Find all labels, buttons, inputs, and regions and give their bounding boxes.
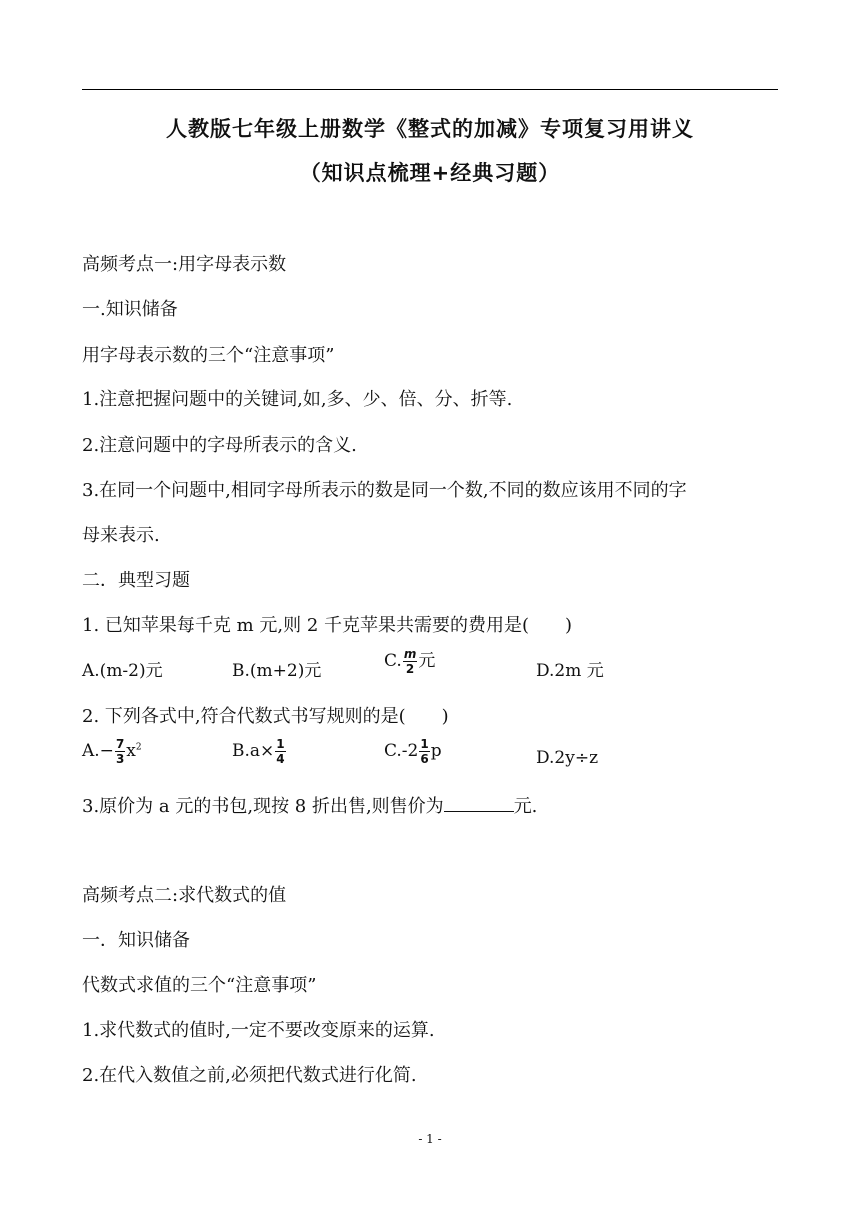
document-title: 人教版七年级上册数学《整式的加减》专项复习用讲义 (166, 117, 694, 141)
section1-point-3-cont: 母来表示. (82, 525, 160, 546)
question-1-option-c (384, 646, 435, 675)
fraction-denominator: 4 (276, 752, 285, 766)
option-a-variable: x (126, 741, 136, 761)
section2-heading: 高频考点二:求代数式的值 (82, 885, 287, 906)
fraction-numerator: m (403, 647, 417, 661)
question-2-option-c (384, 738, 442, 765)
page-number: - 1 - (418, 1132, 442, 1146)
question-1-option-d: D.2m 元 (536, 661, 604, 681)
section2-knowledge-heading: 一．知识储备 (82, 930, 190, 951)
question-2-option-b (232, 738, 287, 765)
fraction-numerator: 1 (420, 737, 429, 751)
option-a-exponent: 2 (135, 742, 142, 753)
option-c-suffix: 元 (418, 651, 436, 671)
question-3-suffix: 元. (513, 796, 538, 817)
question-3 (82, 792, 537, 818)
section1-intro: 用字母表示数的三个“注意事项” (82, 345, 335, 366)
option-c-prefix: C.-2 (384, 741, 419, 761)
fraction-denominator: 6 (420, 752, 429, 766)
header-rule (82, 89, 778, 90)
section2-point-2: 2.在代入数值之前,必须把代数式进行化简. (82, 1065, 417, 1086)
question-1-stem: 1. 已知苹果每千克 m 元,则 2 千克苹果共需要的费用是( ) (82, 615, 573, 636)
question-1-option-b: B.(m+2)元 (232, 661, 322, 681)
fraction-1-over-4 (275, 738, 285, 765)
question-3-prefix: 3.原价为 a 元的书包,现按 8 折出售,则售价为 (82, 796, 444, 817)
fraction-numerator: 1 (276, 737, 285, 751)
question-2-option-a (82, 738, 142, 765)
fraction-m-over-2 (403, 648, 418, 675)
question-2-option-d: D.2y÷z (536, 748, 599, 768)
section1-exercises-heading: 二．典型习题 (82, 570, 190, 591)
fraction-denominator: 3 (115, 752, 125, 766)
section1-point-1: 1.注意把握问题中的关键词,如,多、少、倍、分、折等. (82, 389, 513, 410)
section1-point-3: 3.在同一个问题中,相同字母所表示的数是同一个数,不同的数应该用不同的字 (82, 480, 687, 501)
fraction-7-over-3 (115, 738, 125, 765)
section1-point-2: 2.注意问题中的字母所表示的含义. (82, 435, 357, 456)
fraction-denominator: 2 (405, 662, 415, 676)
document-subtitle: （知识点梳理+经典习题） (299, 161, 561, 185)
answer-blank (444, 797, 514, 812)
option-c-prefix: C. (384, 651, 402, 671)
question-2-stem: 2. 下列各式中,符合代数式书写规则的是( ) (82, 706, 449, 727)
option-b-prefix: B.a× (232, 741, 275, 761)
question-1-option-a: A.(m-2)元 (82, 661, 163, 681)
fraction-numerator: 7 (115, 737, 125, 751)
option-a-prefix: A.− (82, 741, 114, 761)
section1-heading: 高频考点一:用字母表示数 (82, 254, 287, 275)
section1-knowledge-heading: 一.知识储备 (82, 299, 178, 320)
section2-point-1: 1.求代数式的值时,一定不要改变原来的运算. (82, 1020, 435, 1041)
section2-intro: 代数式求值的三个“注意事项” (82, 975, 317, 996)
option-c-suffix: p (430, 741, 442, 761)
fraction-1-over-6 (419, 738, 429, 765)
